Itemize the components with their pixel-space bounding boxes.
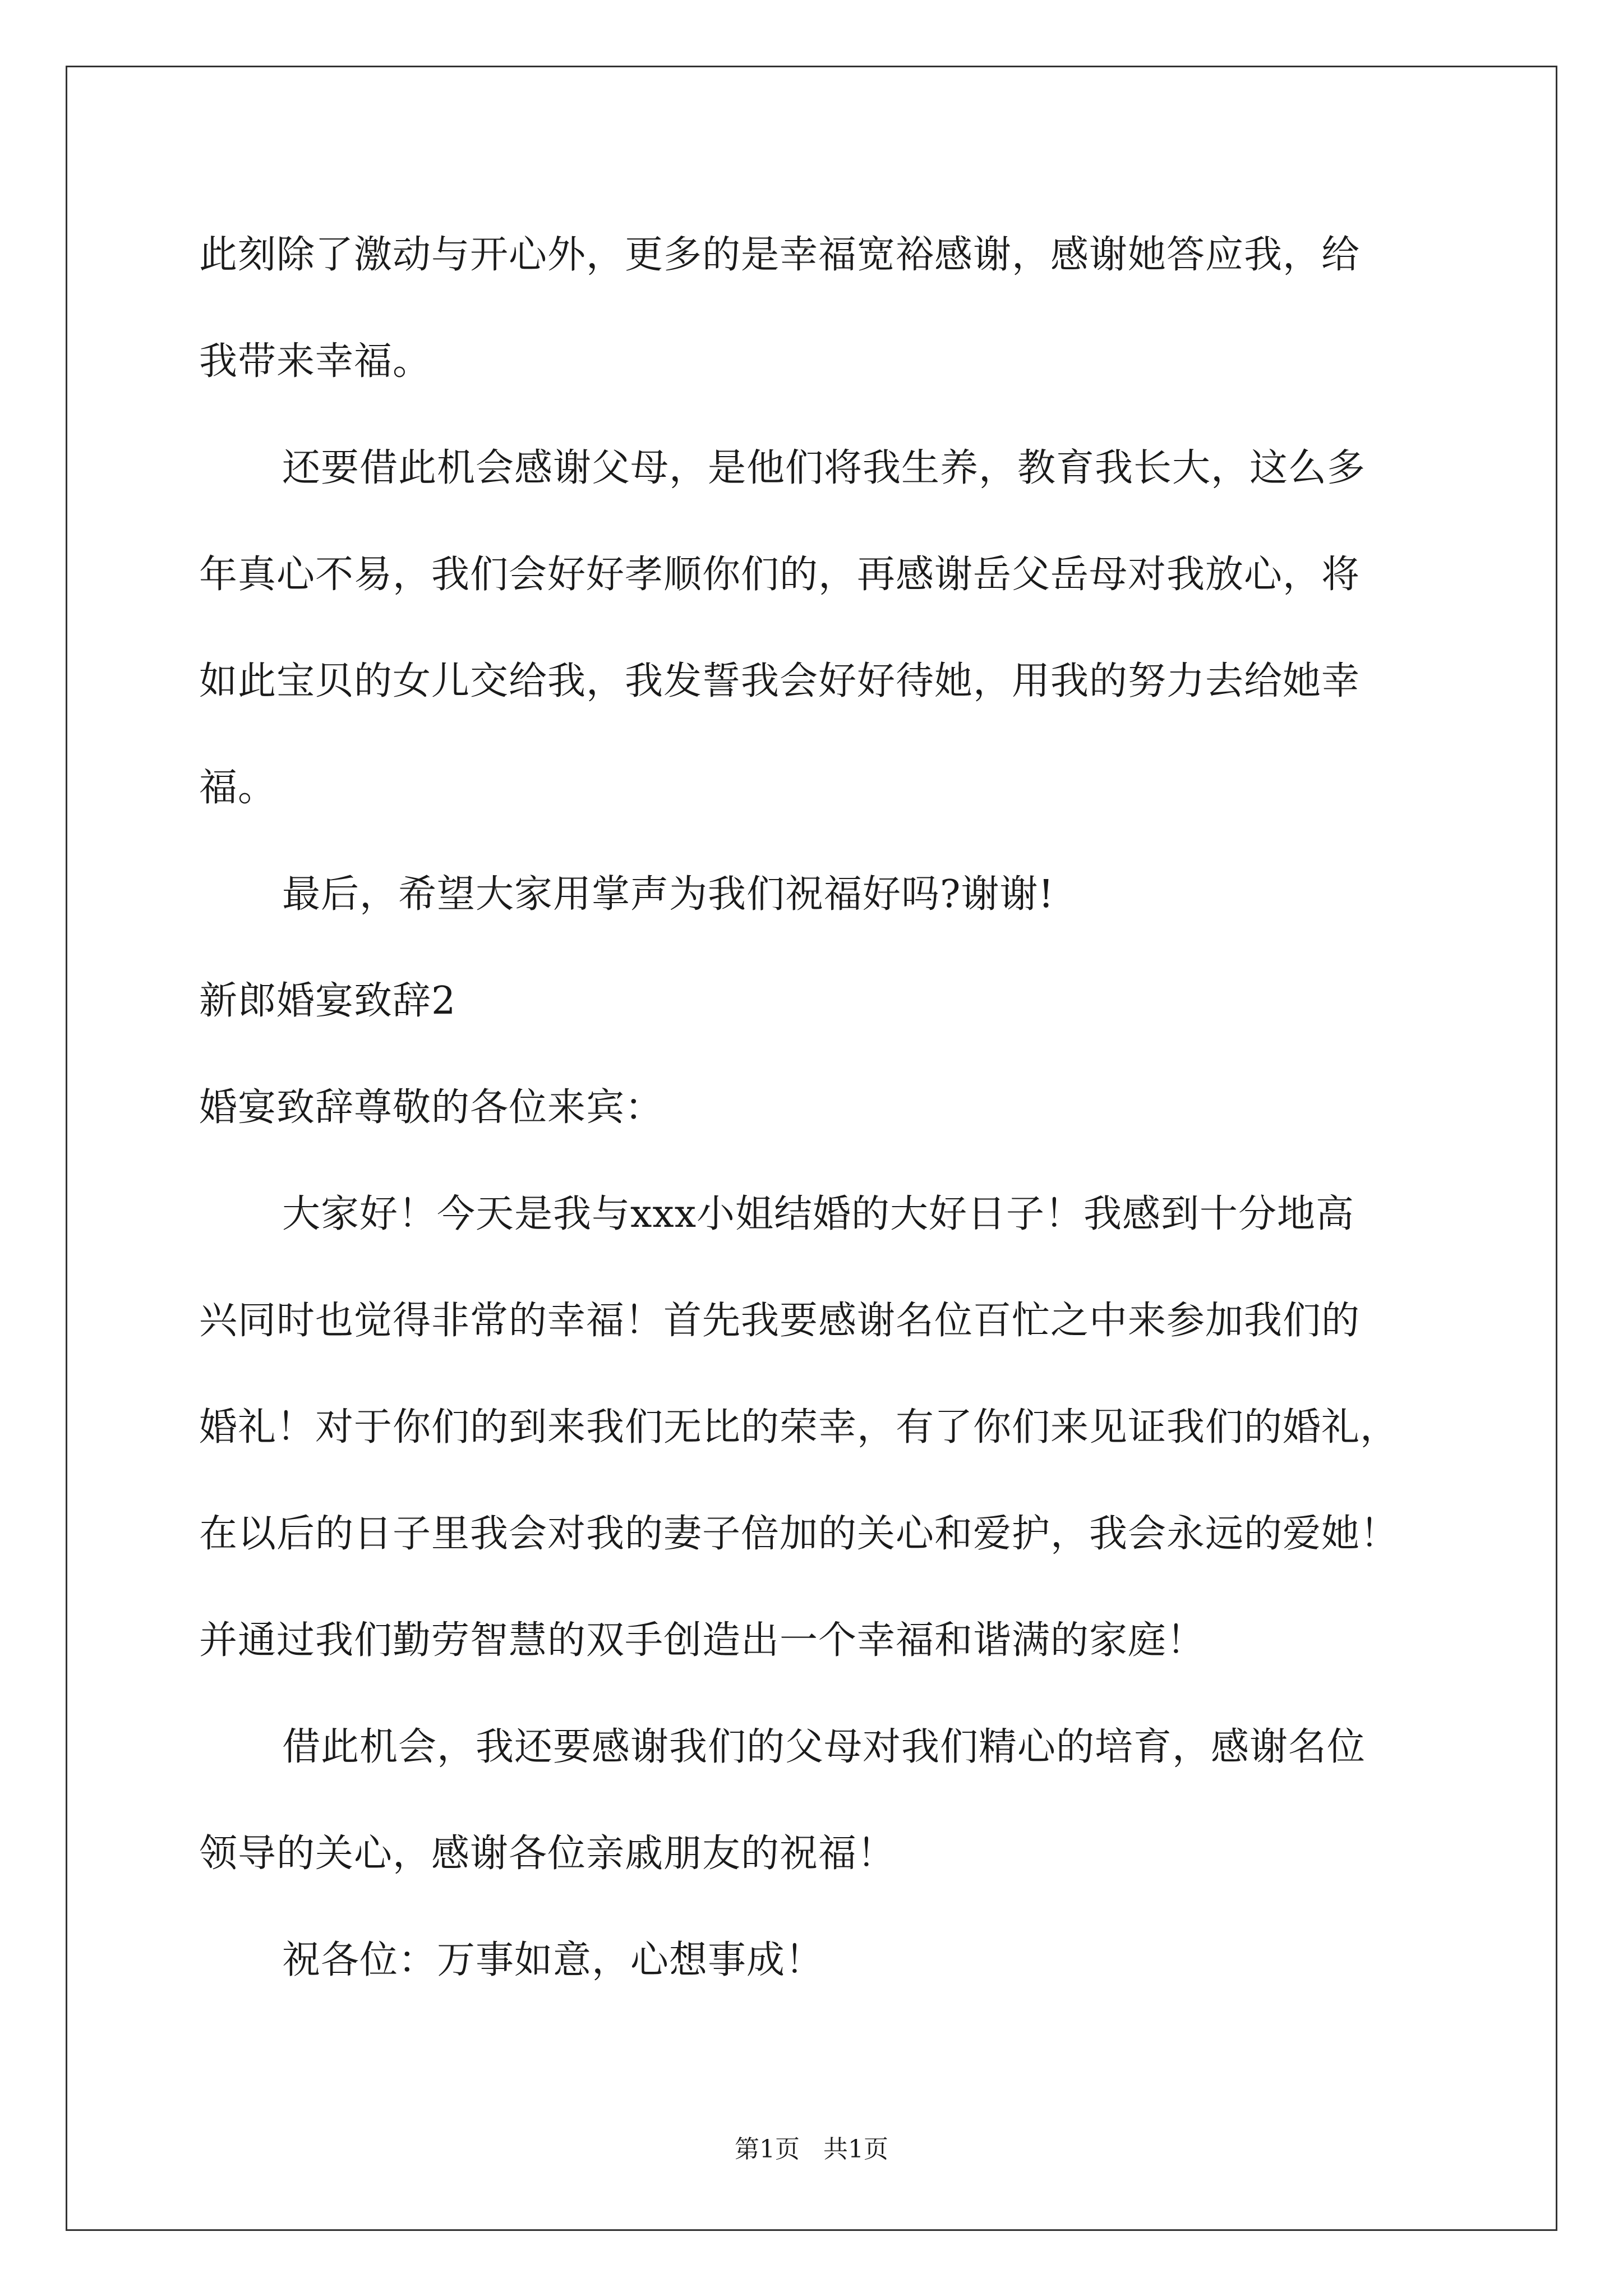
page-footer: 第1页 共1页 bbox=[735, 2135, 888, 2164]
paragraph-line: 并通过我们勤劳智慧的双手创造出一个幸福和谐满的家庭！ bbox=[199, 1618, 1206, 1663]
paragraph-line: 最后，希望大家用掌声为我们祝福好吗?谢谢! bbox=[282, 872, 1054, 917]
document-body bbox=[199, 202, 1461, 2014]
paragraph-line: 婚礼！对于你们的到来我们无比的荣幸，有了你们来见证我们的婚礼， bbox=[199, 1405, 1399, 1450]
salutation: 婚宴致辞尊敬的各位来宾： bbox=[199, 1085, 664, 1130]
paragraph-line: 我带来幸福。 bbox=[199, 339, 432, 384]
paragraph-line: 在以后的日子里我会对我的妻子倍加的关心和爱护，我会永远的爱她！ bbox=[199, 1512, 1399, 1556]
section-heading: 新郎婚宴致辞2 bbox=[199, 979, 457, 1023]
paragraph-line: 此刻除了激动与开心外，更多的是幸福宽裕感谢，感谢她答应我，给 bbox=[199, 233, 1361, 277]
paragraph-line: 祝各位：万事如意，心想事成！ bbox=[282, 1938, 824, 1982]
paragraph-line: 年真心不易，我们会好好孝顺你们的，再感谢岳父岳母对我放心，将 bbox=[199, 553, 1361, 597]
paragraph-line: 兴同时也觉得非常的幸福！首先我要感谢名位百忙之中来参加我们的 bbox=[199, 1299, 1361, 1343]
paragraph-line: 大家好！今天是我与xxx小姐结婚的大好日子！我感到十分地高 bbox=[282, 1192, 1355, 1236]
paragraph-line: 领导的关心，感谢各位亲戚朋友的祝福！ bbox=[199, 1832, 896, 1876]
paragraph-line: 如此宝贝的女儿交给我，我发誓我会好好待她，用我的努力去给她幸 bbox=[199, 659, 1361, 703]
paragraph-line: 借此机会，我还要感谢我们的父母对我们精心的培育，感谢名位 bbox=[282, 1725, 1366, 1769]
paragraph-line: 福。 bbox=[199, 766, 277, 810]
paragraph-line: 还要借此机会感谢父母，是他们将我生养，教育我长大，这么多 bbox=[282, 446, 1366, 490]
